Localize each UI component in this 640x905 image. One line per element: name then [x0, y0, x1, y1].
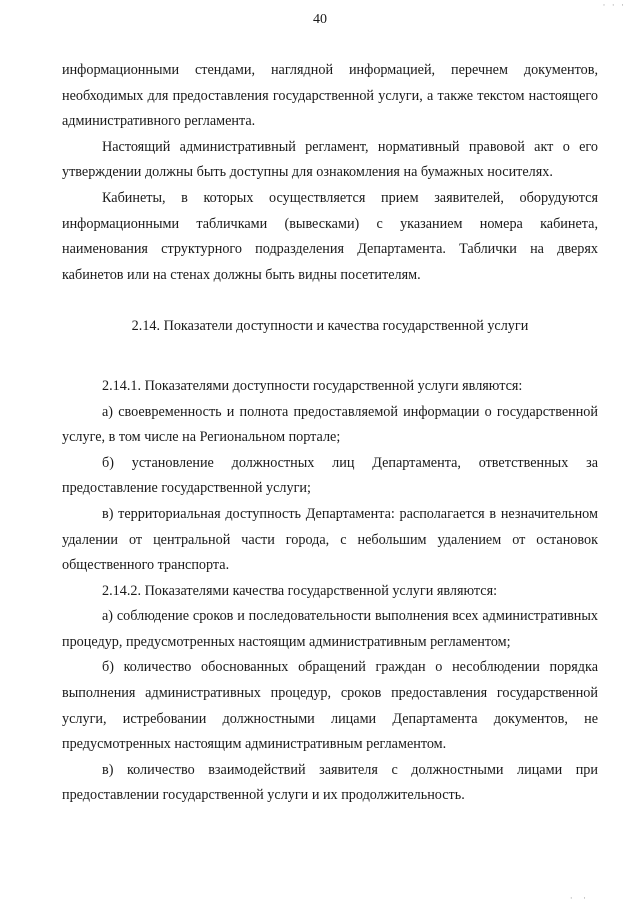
- scan-corner-mark: · · ·: [602, 0, 626, 10]
- section-heading: 2.14. Показатели доступности и качества государственной услуги: [131, 318, 529, 335]
- document-body: [62, 58, 598, 809]
- page-number: 40: [313, 12, 327, 27]
- paragraph-offices: Кабинеты, в которых осуществляется прием заявителей, оборудуются информационными табличками (вывесками) с указанием номера кабинета, наименования структурного подразделения Департамента. Таблички на дверях кабинетов или на стенах должны быть видны посетителям.: [62, 189, 598, 283]
- scan-bottom-mark: · ·: [569, 893, 590, 903]
- paragraph-accessibility-b: б) установление должностных лиц Департамента, ответственных за предоставление государственной услуги;: [62, 454, 598, 497]
- paragraph-quality-a: а) соблюдение сроков и последовательности выполнения всех административных процедур, предусмотренных настоящим административным регламентом;: [62, 608, 598, 650]
- paragraph-stands: информационными стендами, наглядной информацией, перечнем документов, необходимых для предоставления государственной услуги, а также текстом настоящего административного регламента.: [62, 62, 598, 130]
- paragraph-quality-c: в) количество взаимодействий заявителя с должностными лицами при предоставлении государственной услуги и их продолжительность.: [62, 761, 598, 804]
- paragraph-quality-intro: 2.14.2. Показателями качества государственной услуги являются:: [102, 582, 498, 599]
- paragraph-accessibility-a: а) своевременность и полнота предоставляемой информации о государственной услуге, в том числе на Региональном портале;: [62, 403, 598, 446]
- paragraph-regulation-availability: Настоящий административный регламент, нормативный правовой акт о его утверждении должны быть доступны для ознакомления на бумажных носителях.: [62, 138, 598, 181]
- paragraph-quality-b: б) количество обоснованных обращений граждан о несоблюдении порядка выполнения административных процедур, сроков предоставления государственной услуги, истребовании должностными лицами Департамента документов, не предусмотренных настоящим административным регламентом.: [62, 659, 598, 753]
- paragraph-accessibility-intro: 2.14.1. Показателями доступности государственной услуги являются:: [102, 377, 523, 394]
- paragraph-accessibility-c: в) территориальная доступность Департамента: располагается в незначительном удалении от центральной части города, с небольшим удалением от остановок общественного транспорта.: [62, 505, 598, 574]
